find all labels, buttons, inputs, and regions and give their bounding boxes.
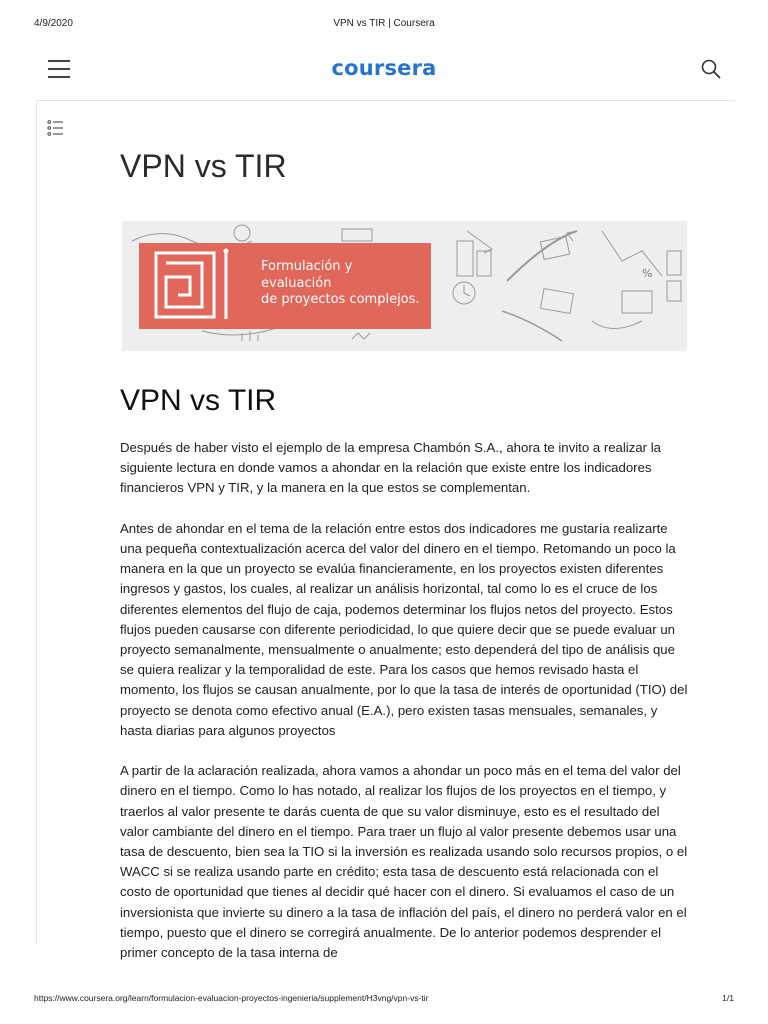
print-footer — [0, 993, 768, 1007]
page-title: VPN vs TIR — [120, 148, 287, 184]
print-date: 4/9/2020 — [34, 18, 73, 29]
paragraph-3: A partir de la aclaración realizada, ahora vamos a ahondar un poco más en el tema del valor del dinero en el tiempo. Como lo has notado, al realizar los flujos de los proyectos en el tiempo, y traerlos al valor presente te darás cuenta de que su valor disminuye, esto es el resultado del valor cambiante del dinero en el tiempo. Para traer un flujo al valor presente debemos usar una tasa de descuento, bien sea la TIO si la inversión es realizada usando solo recursos propios, o el WACC si se realiza usando parte en crédito; esta tasa de descuento está relacionada con el costo de oportunidad que tienes al decidir qué hacer con el dinero. Si evaluamos el caso de un inversionista que invierte su dinero a la tasa de inflación del país, el dinero no perderá valor en el tiempo, puesto que el dinero se corregirá anualmente. De lo anterior podemos desprender el primer concepto de la tasa interna de — [120, 763, 688, 961]
course-banner — [122, 221, 687, 351]
paragraph-2: Antes de ahondar en el tema de la relación entre estos dos indicadores me gustaría realizarte una pequeña contextualización acerca del valor del dinero en el tiempo. Retomando un poco la manera en la que un proyecto se evalúa financieramente, en los proyectos existen diferentes ingresos y gastos, los cuales, al realizar un análisis horizontal, tal como lo es el cruce de los diferentes elementos del flujo de caja, podemos determinar los flujos netos del proyecto. Estos flujos pueden causarse con diferente periodicidad, lo que quiere decir que se puede evaluar un proyecto semanalmente, mensualmente o anualmente; esto dependerá del tipo de análisis que se quiera realizar y la temporalidad de este. Para los casos que hemos revisado hasta el momento, los flujos se causan anualmente, por lo que la tasa de interés de oportunidad (TIO) del proyecto se denota como efectivo anual (E.A.), pero existen tasas mensuales, semanales, y hasta diarias para algunos proyectos — [120, 520, 688, 738]
svg-text:%: % — [642, 267, 653, 280]
article-body — [120, 438, 690, 963]
banner-text — [261, 259, 420, 309]
banner-line-2: evaluación — [261, 275, 332, 291]
print-title: VPN vs TIR | Coursera — [333, 18, 435, 29]
paragraph-1: Después de haber visto el ejemplo de la empresa Chambón S.A., ahora te invito a realizar la siguiente lectura en donde vamos a ahondar en la relación que existe entre los indicadores financieros VPN y TIR, y la manera en la que estos se complementan. — [120, 440, 661, 496]
search-icon[interactable] — [700, 58, 722, 80]
coursera-logo[interactable]: coursera — [331, 56, 437, 80]
print-header — [0, 18, 768, 32]
print-page-number: 1/1 — [722, 993, 734, 1003]
banner-line-3: de proyectos complejos. — [261, 292, 420, 307]
banner-line-1: Formulación y — [261, 259, 353, 274]
print-url: https://www.coursera.org/learn/formulacion-evaluacion-proyectos-ingenieria/supplement/H3vng/vpn-vs-tir — [34, 993, 429, 1003]
top-bar — [34, 50, 734, 100]
section-title: VPN vs TIR — [120, 384, 277, 417]
list-icon[interactable] — [47, 119, 65, 137]
